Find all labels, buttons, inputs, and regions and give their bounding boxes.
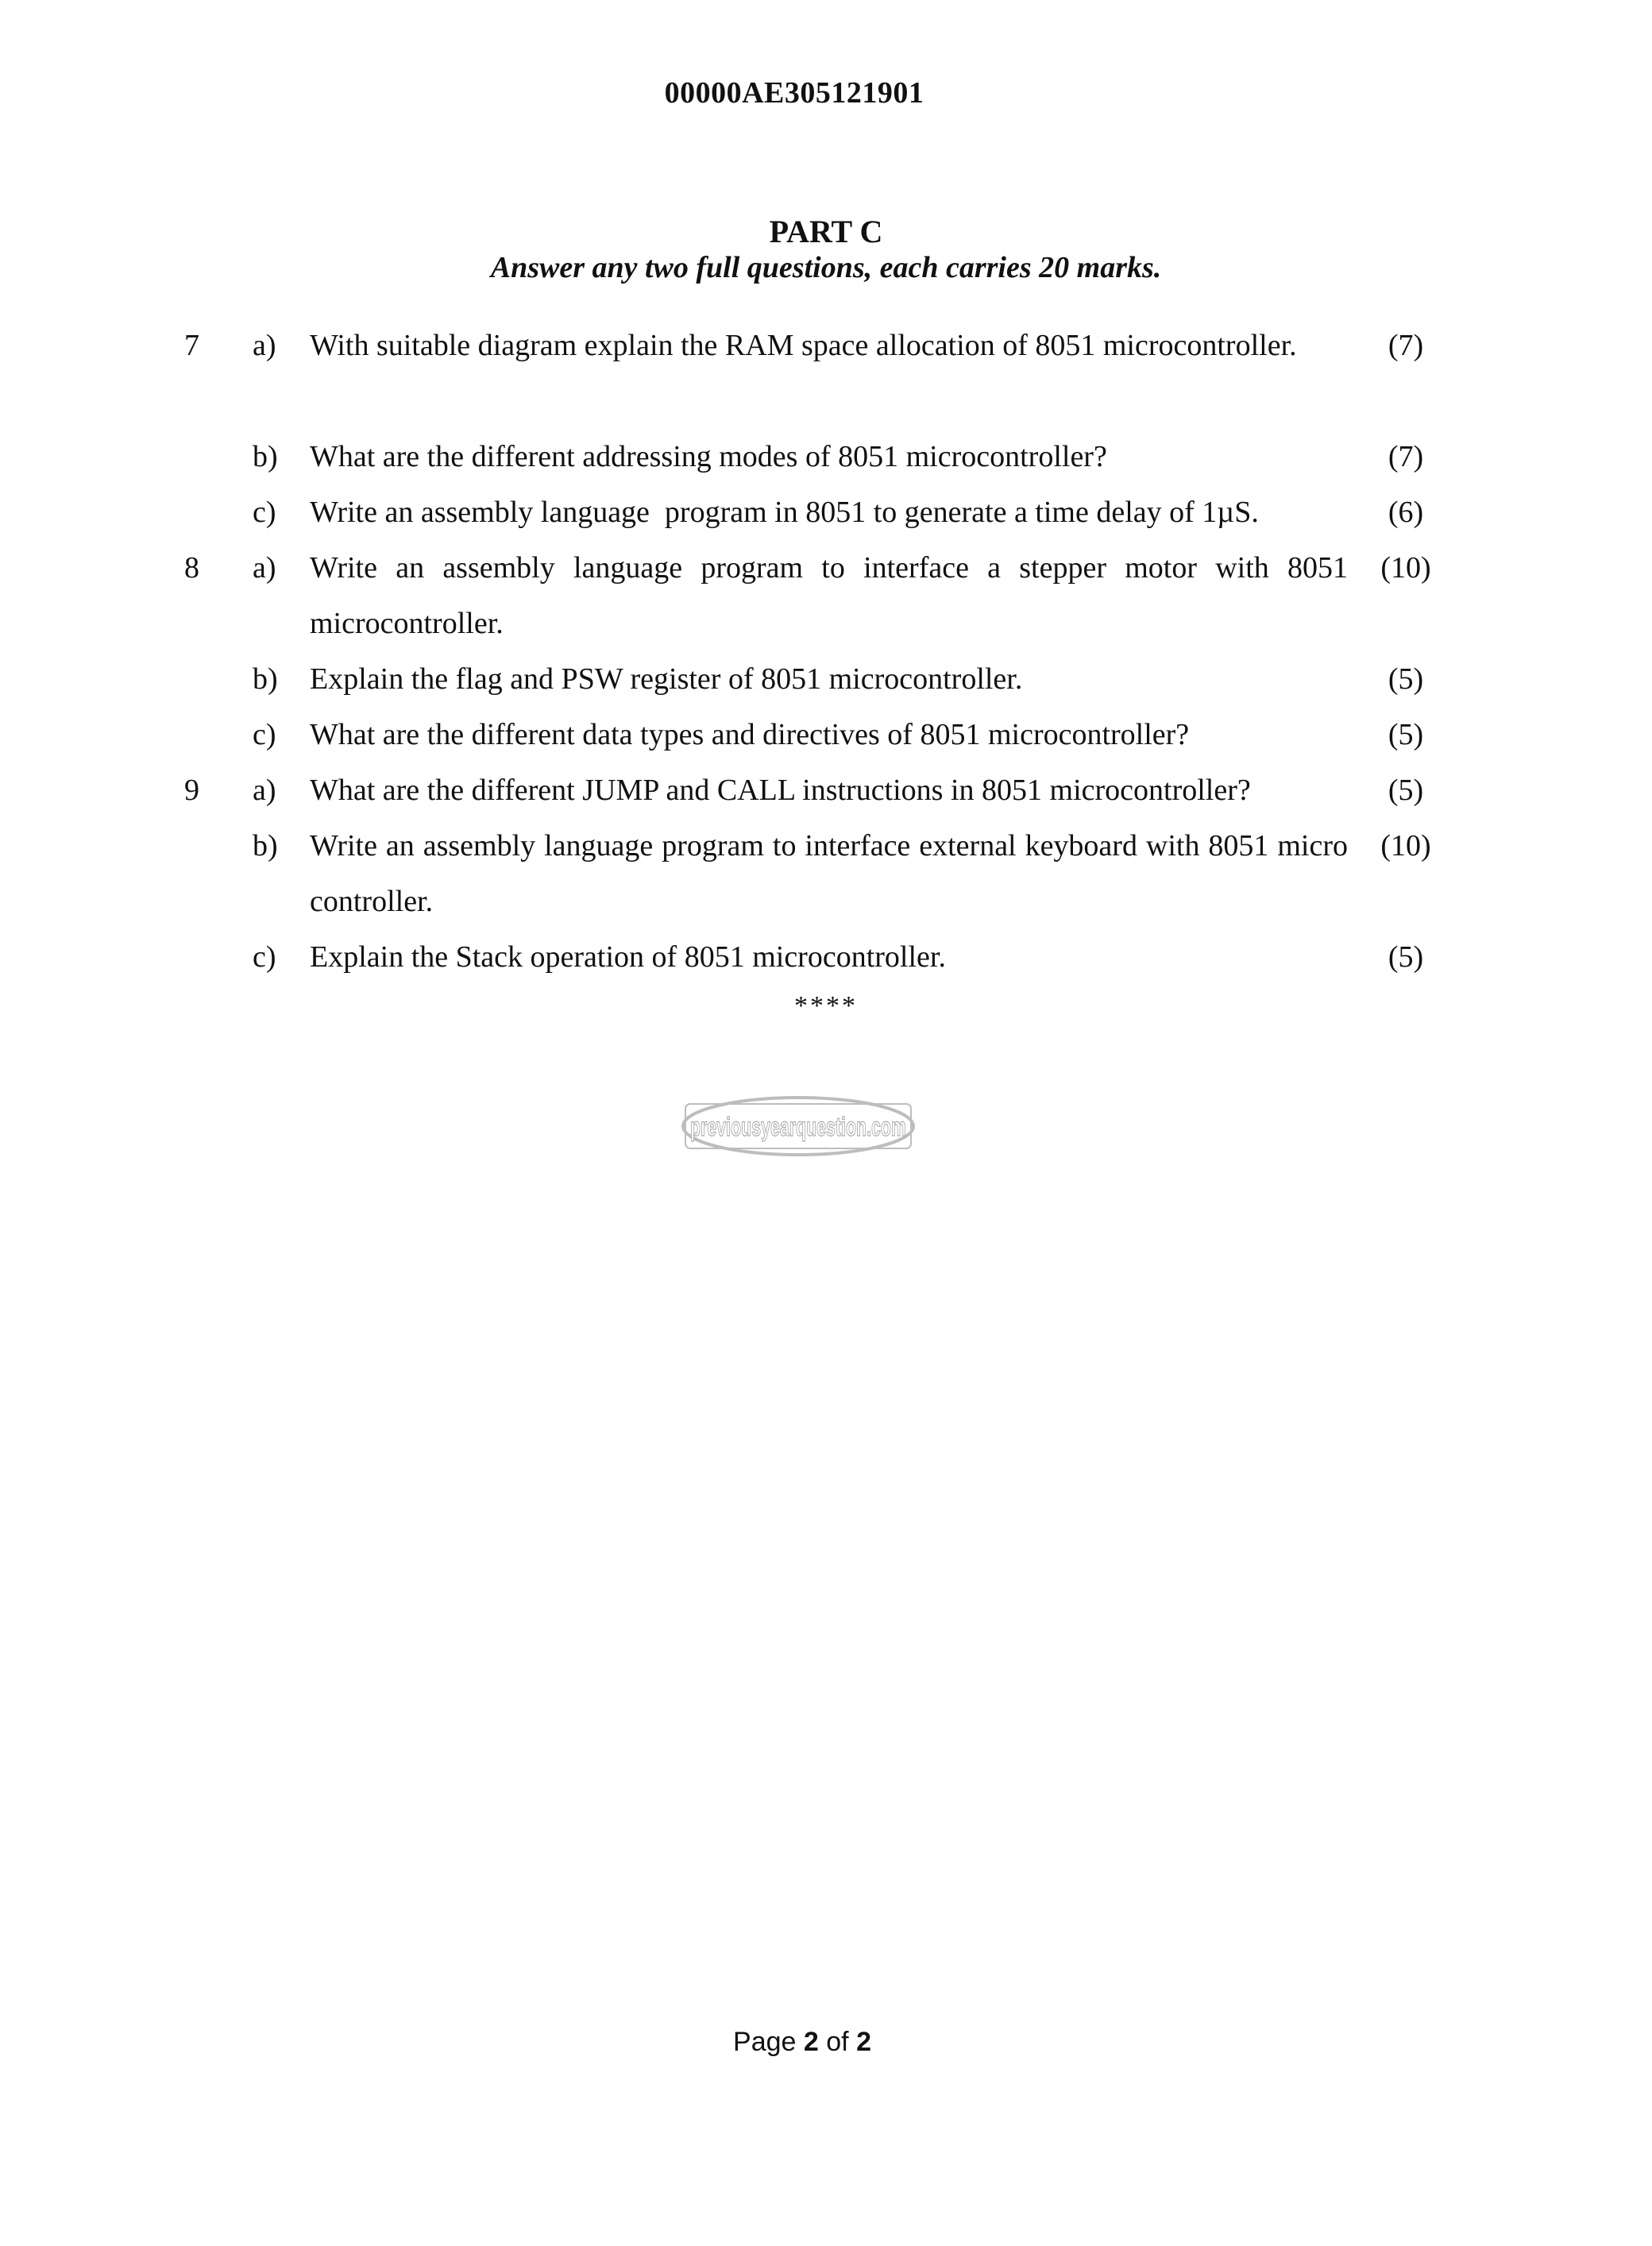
subquestion-text: What are the different JUMP and CALL instructions in 8051 microcontroller?	[310, 774, 1251, 807]
footer-of-word: of	[826, 2027, 849, 2057]
section-title: PART C	[769, 214, 883, 249]
end-of-paper-marker: ****	[794, 991, 858, 1021]
subquestion-label: c)	[253, 718, 276, 751]
subquestion-text: Explain the Stack operation of 8051 microcontroller.	[310, 940, 946, 974]
footer-page-current: 2	[803, 2027, 819, 2057]
subquestion-marks: (5)	[1388, 718, 1424, 751]
footer-page-total: 2	[856, 2027, 871, 2057]
question-8a	[0, 540, 1588, 651]
subquestion-marks: (7)	[1388, 440, 1424, 473]
subquestion-text: Explain the flag and PSW register of 8051 microcontroller.	[310, 662, 1023, 696]
subquestion-label: c)	[253, 940, 276, 974]
question-8b	[0, 651, 1588, 707]
question-9b	[0, 818, 1588, 929]
question-number: 7	[184, 329, 199, 362]
question-number: 8	[184, 551, 199, 585]
subquestion-text: What are the different data types and directives of 8051 microcontroller?	[310, 718, 1190, 751]
subquestion-label: c)	[253, 496, 276, 529]
page-footer	[0, 2027, 1604, 2058]
subquestion-marks: (10)	[1380, 829, 1431, 863]
footer-page-word: Page	[733, 2027, 797, 2057]
subquestion-marks: (5)	[1388, 940, 1424, 974]
watermark-text: previousyearquestion.com	[690, 1112, 906, 1141]
subquestion-label: a)	[253, 551, 276, 585]
subquestion-text: What are the different addressing modes of 8051 microcontroller?	[310, 440, 1107, 473]
question-7b	[0, 429, 1588, 484]
section-instruction: Answer any two full questions, each carries 20 marks.	[490, 251, 1162, 284]
subquestion-label: a)	[253, 774, 276, 807]
subquestion-label: b)	[253, 829, 278, 863]
subquestion-text: Write an assembly language program to interface external keyboard with 8051 micro controller.	[310, 829, 1348, 918]
question-9a	[0, 762, 1588, 818]
subquestion-marks: (10)	[1380, 551, 1431, 585]
subquestion-label: b)	[253, 440, 278, 473]
document-code: 00000AE305121901	[664, 76, 924, 110]
subquestion-text: Write an assembly language program to interface a stepper motor with 8051 microcontroller.	[310, 551, 1348, 640]
subquestion-marks: (5)	[1388, 774, 1424, 807]
question-9c	[0, 929, 1588, 985]
subquestion-text: Write an assembly language program in 8051 to generate a time delay of 1µS.	[310, 496, 1259, 529]
subquestion-label: a)	[253, 329, 276, 362]
question-8c	[0, 707, 1588, 762]
question-list	[0, 318, 1588, 985]
question-7c	[0, 484, 1588, 540]
subquestion-text: With suitable diagram explain the RAM space allocation of 8051 microcontroller.	[310, 329, 1297, 362]
watermark-logo	[679, 1086, 917, 1166]
subquestion-marks: (5)	[1388, 662, 1424, 696]
subquestion-marks: (6)	[1388, 496, 1424, 529]
subquestion-label: b)	[253, 662, 278, 696]
subquestion-marks: (7)	[1388, 329, 1424, 362]
question-7a	[0, 318, 1588, 429]
question-number: 9	[184, 774, 199, 807]
